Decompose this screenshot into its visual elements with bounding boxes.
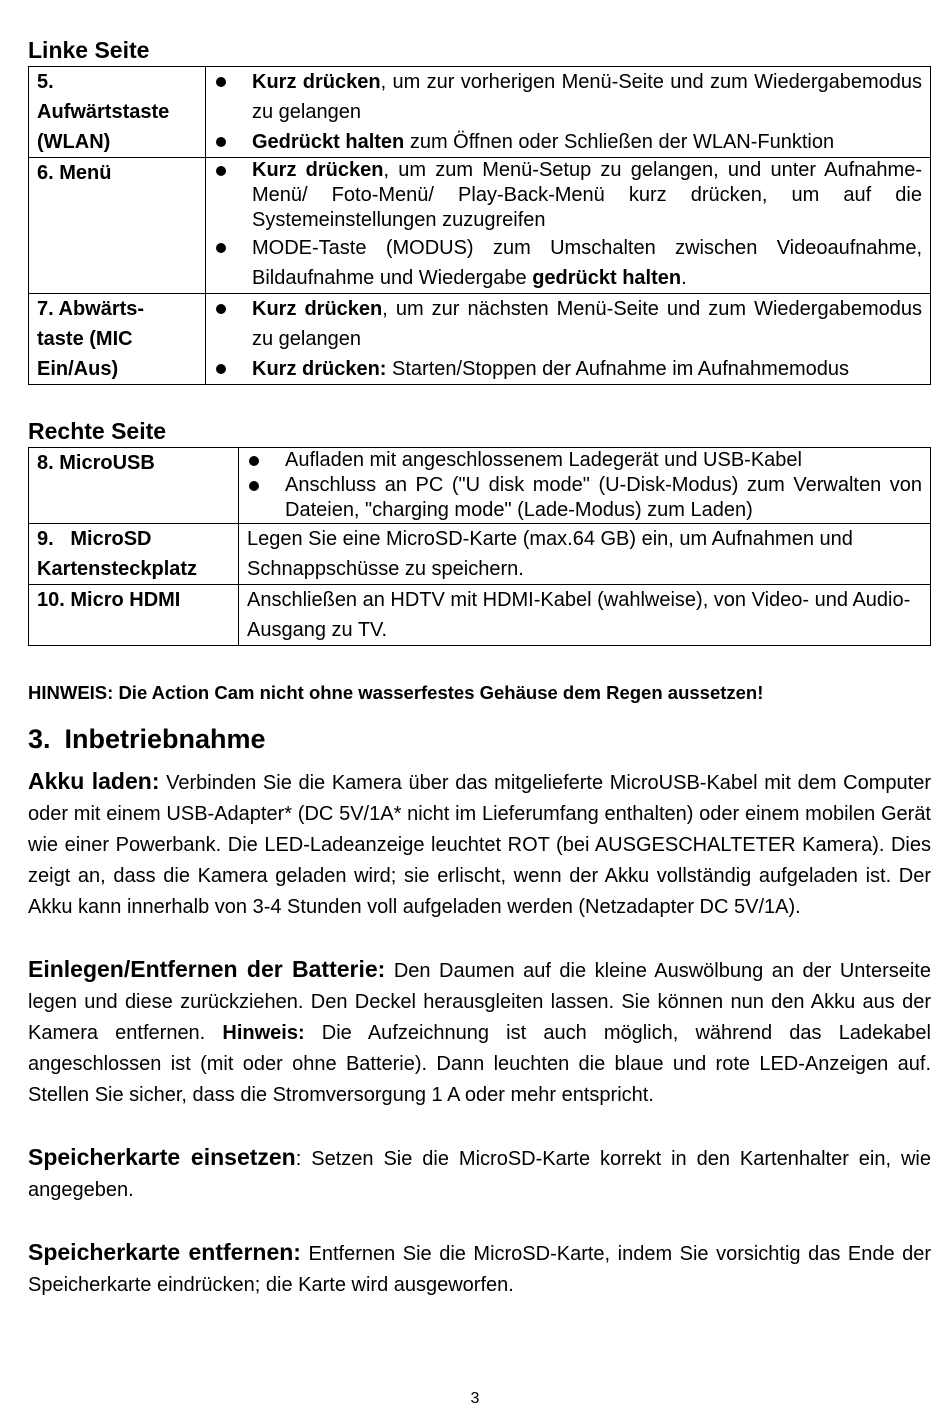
page-number: 3 [470, 1390, 480, 1407]
bullet-icon [216, 166, 226, 176]
row-key: 7. Abwärts- taste (MIC Ein/Aus) [29, 294, 206, 385]
row-key: 8. MicroUSB [29, 448, 239, 524]
paragraph-akku-laden: Akku laden: Verbinden Sie die Kamera über das mitgelieferte MicroUSB-Kabel mit dem Computer oder mit einem USB-Adapter* (DC 5V/1A* nicht im Lieferumfang enthalten) oder einem mobilen Gerät wie einer Powerbank. Die LED-Ladeanzeige leuchtet ROT (bei AUSGESCHALTETER Kamera). Dies zeigt an, dass die Kamera geladen wird; sie erlischt, wenn der Akku vollständig aufgeladen ist. Der Akku kann innerhalb von 3-4 Stunden voll aufgeladen werden (Netzadapter DC 5V/1A). [28, 768, 931, 918]
bullet-item: Aufladen mit angeschlossenem Ladegerät und USB-Kabel [247, 448, 922, 473]
bullet-icon [216, 364, 226, 374]
bullet-item: Kurz drücken: Starten/Stoppen der Aufnahme im Aufnahmemodus [214, 354, 922, 384]
bullet-item: Kurz drücken, um zur nächsten Menü-Seite und zum Wiedergabemodus zu gelangen [214, 294, 922, 354]
table-row [29, 67, 931, 158]
right-side-heading: Rechte Seite [28, 418, 167, 444]
table-row [29, 524, 931, 585]
document-page [28, 36, 931, 1301]
left-side-table [28, 66, 931, 385]
paragraph-batterie: Einlegen/Entfernen der Batterie: Den Daumen auf die kleine Auswölbung an der Unterseite legen und diese zurückziehen. Den Deckel herausgleiten lassen. Sie können nun den Akku aus der Kamera entfernen. Hinweis: Die Aufzeichnung ist auch möglich, während das Ladekabel angeschlossen ist (mit oder ohne Batterie). Dann leuchten die blaue und rote LED-Anzeigen auf. Stellen Sie sicher, dass die Stromversorgung 1 A oder mehr entspricht. [28, 956, 931, 1106]
table-row [29, 448, 931, 524]
right-side-table [28, 447, 931, 646]
row-key: 10. Micro HDMI [29, 585, 239, 646]
row-key: 5. Aufwärtstaste (WLAN) [29, 67, 206, 158]
row-description [239, 448, 931, 524]
paragraph-speicherkarte-einsetzen: Speicherkarte einsetzen: Setzen Sie die MicroSD-Karte korrekt in den Kartenhalter ein, wie angegeben. [28, 1144, 931, 1201]
table-row [29, 294, 931, 385]
row-description: Anschließen an HDTV mit HDMI-Kabel (wahlweise), von Video- und Audio-Ausgang zu TV. [239, 585, 931, 646]
bullet-item: Kurz drücken, um zur vorherigen Menü-Seite und zum Wiedergabemodus zu gelangen [214, 67, 922, 127]
bullet-icon [216, 77, 226, 87]
bullet-item: Anschluss an PC ("U disk mode" (U-Disk-Modus) zum Verwalten von Dateien, "charging mode" (Lade-Modus) zum Laden) [247, 473, 922, 523]
bullet-icon [216, 137, 226, 147]
row-description [206, 158, 931, 294]
bullet-item: Gedrückt halten zum Öffnen oder Schließen der WLAN-Funktion [214, 127, 922, 157]
bullet-icon [216, 304, 226, 314]
row-description: Legen Sie eine MicroSD-Karte (max.64 GB) ein, um Aufnahmen und Schnappschüsse zu speichern. [239, 524, 931, 585]
row-description [206, 294, 931, 385]
left-side-heading: Linke Seite [28, 37, 150, 63]
row-key: 9. MicroSD Kartensteckplatz [29, 524, 239, 585]
bullet-item: MODE-Taste (MODUS) zum Umschalten zwischen Videoaufnahme, Bildaufnahme und Wiedergabe gedrückt halten. [214, 233, 922, 293]
bullet-item: Kurz drücken, um zum Menü-Setup zu gelangen, und unter Aufnahme-Menü/ Foto-Menü/ Play-Back-Menü kurz drücken, um auf die Systemeinstellungen zuzugreifen [214, 158, 922, 233]
section-title: 3. Inbetriebnahme [28, 724, 266, 754]
row-description [206, 67, 931, 158]
paragraph-speicherkarte-entfernen: Speicherkarte entfernen: Entfernen Sie die MicroSD-Karte, indem Sie vorsichtig das Ende der Speicherkarte eindrücken; die Karte wird ausgeworfen. [28, 1239, 932, 1296]
table-row [29, 585, 931, 646]
row-key: 6. Menü [29, 158, 206, 294]
bullet-icon [249, 456, 259, 466]
bullet-icon [249, 481, 259, 491]
bullet-icon [216, 243, 226, 253]
safety-note: HINWEIS: Die Action Cam nicht ohne wasserfestes Gehäuse dem Regen aussetzen! [28, 682, 764, 703]
table-row [29, 158, 931, 294]
